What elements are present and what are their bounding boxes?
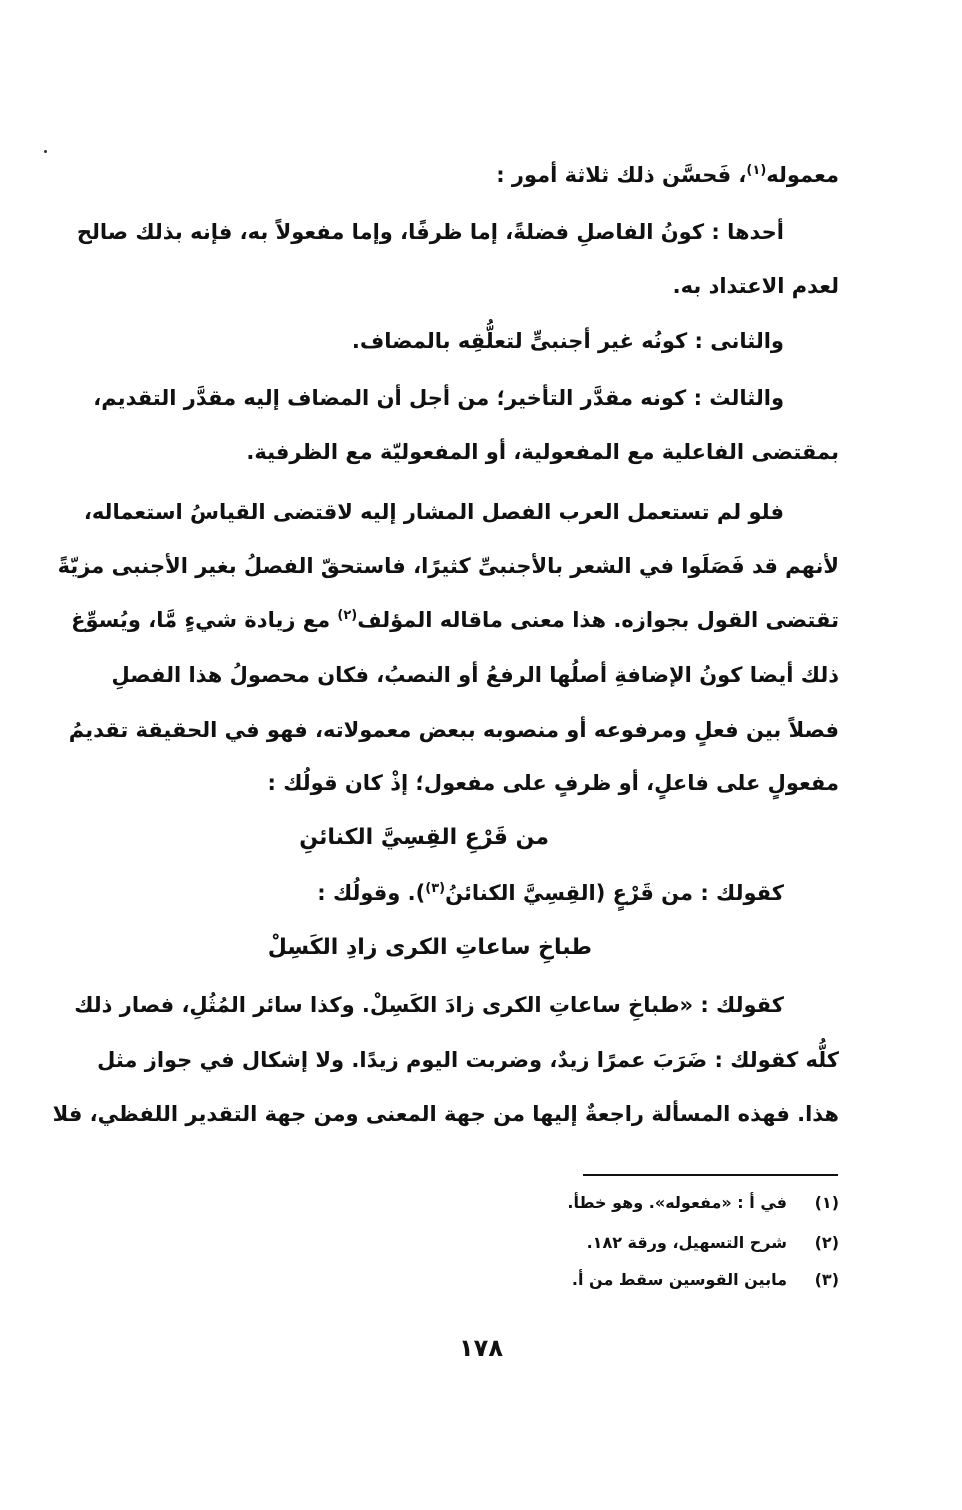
footnote-number: (٣) (814, 1270, 839, 1289)
body-line-9: تقتضى القول بجوازه. هذا معنى ماقاله المؤلف$^{(٢)}$ مع زيادة شيءٍ مَّا، ويُسوِّغ (71, 608, 839, 632)
footnote-3: (٣)مابين القوسين سقط من أ. (439, 1268, 839, 1292)
body-line-11: فصلاً بين فعلٍ ومرفوعه أو منصوبه ببعض معمولاته، فهو في الحقيقة تقديمُ (68, 718, 839, 742)
body-line-4: والثانى : كونُه غير أجنبىٍّ لتعلُّقِه بالمضاف. (351, 329, 784, 353)
body-line-10: ذلك أيضا كونُ الإضافةِ أصلُها الرفعُ أو النصبُ، فكان محصولُ هذا الفصلِ (111, 663, 839, 687)
body-line-16: هذا. فهذه المسألة راجعةٌ إليها من جهة المعنى ومن جهة التقدير اللفظي، فلا (52, 1102, 839, 1126)
body-line-6: بمقتضى الفاعلية مع المفعولية، أو المفعوليّة مع الظرفية. (246, 440, 839, 464)
body-line-14: كقولك : «طباخِ ساعاتِ الكرى زادَ الكَسِلْ. وكذا سائر المُثُلِ، فصار ذلك (74, 993, 784, 1017)
verse-1: من قَرْعِ القِسِيَّ الكنائنِ (299, 825, 549, 850)
body-line-12: مفعولٍ على فاعلٍ، أو ظرفٍ على مفعول؛ إذْ كان قولُك : (267, 771, 839, 795)
footnote-2: (٢)شرح التسهيل، ورقة ١٨٢. (439, 1231, 839, 1255)
footnote-marker-1: (١) (746, 163, 767, 178)
verse-2: طباخِ ساعاتِ الكرى زادِ الكَسِلْ (267, 935, 592, 960)
footnote-marker-3: (٣) (425, 881, 446, 896)
body-line-2: أحدها : كونُ الفاصلِ فضلةً، إما ظرفًا، وإما مفعولاً به، فإنه بذلك صالح (76, 220, 784, 244)
body-line-5: والثالث : كونه مقدَّر التأخير؛ من أجل أن المضاف إليه مقدَّر التقديم، (93, 386, 784, 410)
footnote-separator (583, 1174, 838, 1176)
footnote-number: (١) (814, 1193, 839, 1212)
body-line-13: كقولك : من قَرْعٍ (القِسِيَّ الكنائنُ$^{(٣)}$). وقولُك : (317, 881, 784, 905)
page-number: ١٧٨ (459, 1334, 503, 1362)
body-line-7: فلو لم تستعمل العرب الفصل المشار إليه لاقتضى القياسُ استعماله، (83, 500, 784, 524)
speck (44, 150, 47, 153)
footnote-number: (٢) (814, 1233, 839, 1252)
body-line-15: كلُّه كقولك : ضَرَبَ عمرًا زيدٌ، وضربت اليوم زيدًا. ولا إشكال في جواز مثل (97, 1048, 839, 1072)
body-line-1: معموله$^{(١)}$، فَحسَّن ذلك ثلاثة أمور : (496, 163, 839, 187)
footnote-1: (١)في أ : «مفعوله». وهو خطأ. (439, 1191, 839, 1215)
footnote-marker-2: (٢) (337, 608, 358, 623)
body-line-8: لأنهم قد فَصَلَوا في الشعر بالأجنبىِّ كثيرًا، فاستحقّ الفصلُ بغير الأجنبى مزيّةً (57, 554, 839, 578)
body-line-3: لعدم الاعتداد به. (672, 274, 839, 298)
